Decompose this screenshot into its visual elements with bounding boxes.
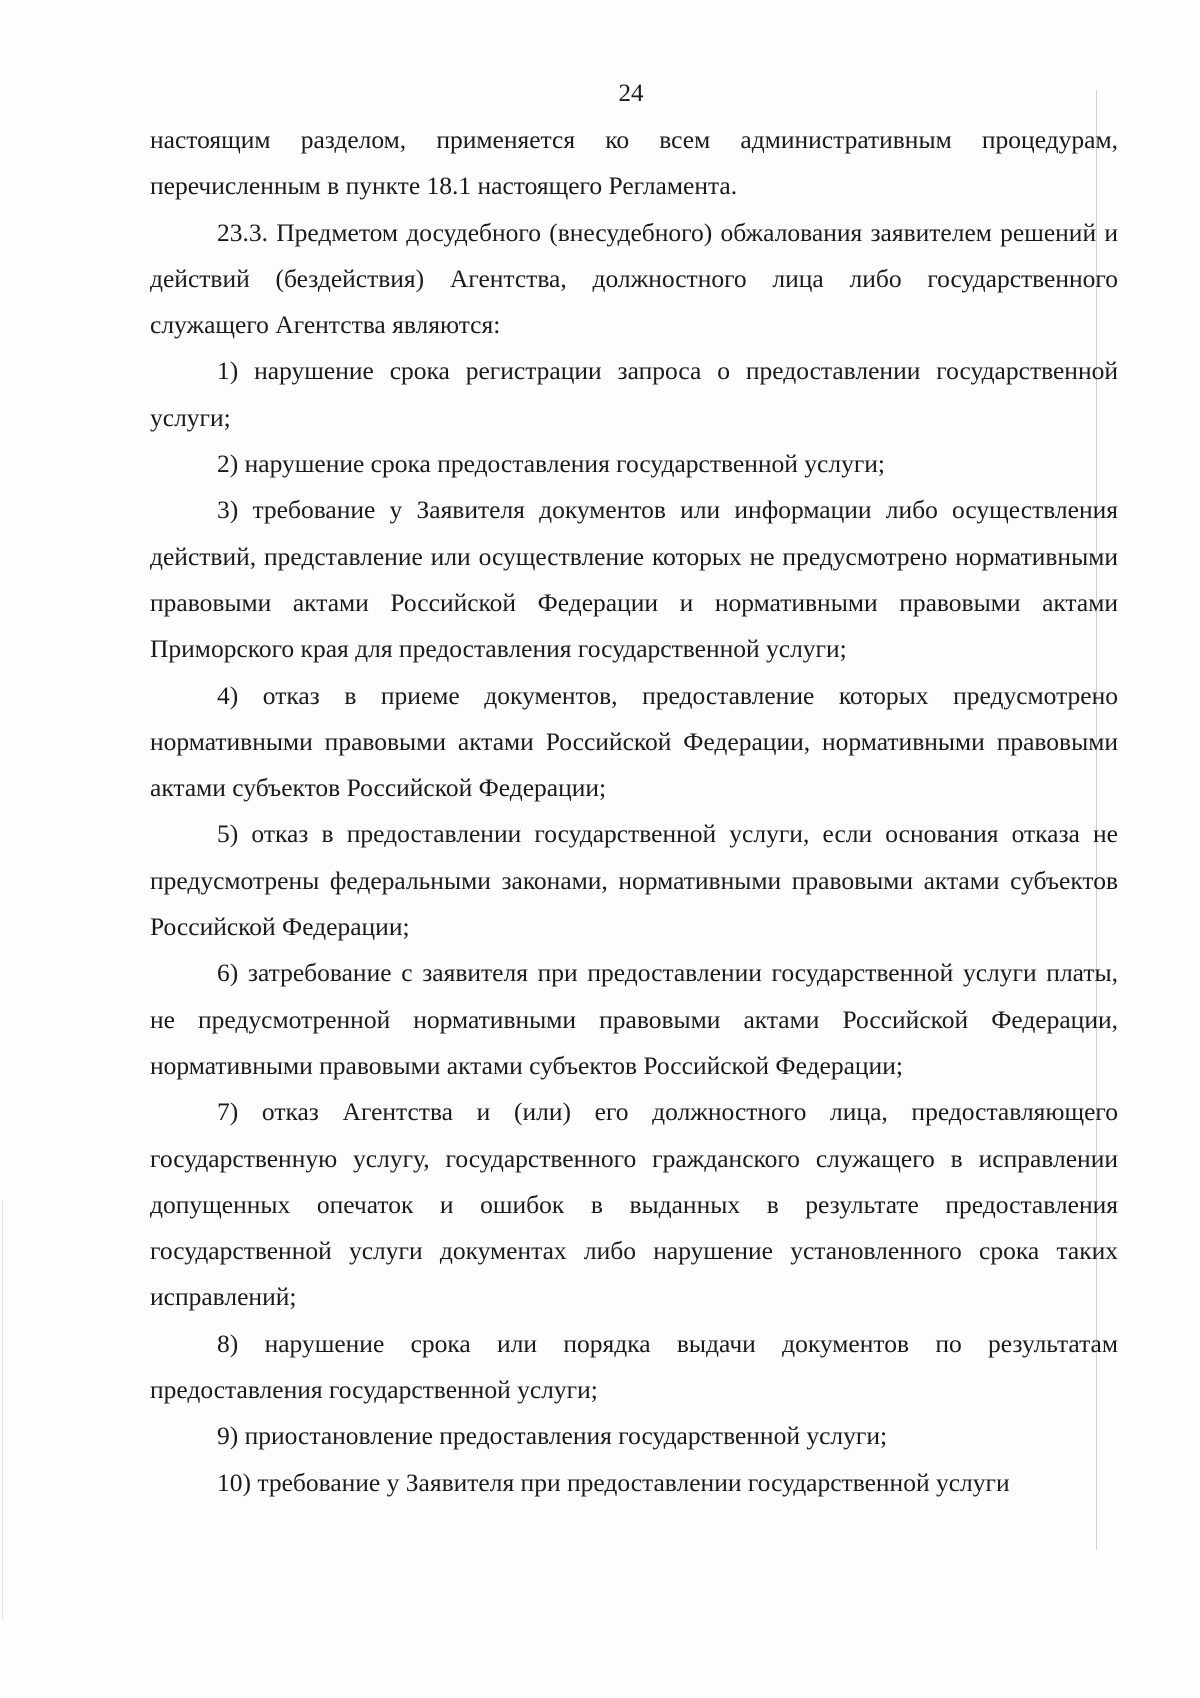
list-item-7: 7) отказ Агентства и (или) его должностного лица, предоставляющего государственную услугу, государственного гражданского служащего в исправлении допущенных опечаток и ошибок в выданных в результате предоставления государственной услуги документах либо нарушение установленного срока таких исправлений; [150, 1097, 1118, 1312]
list-item-6: 6) затребование с заявителя при предоставлении государственной услуги платы, не предусмотренной нормативными правовыми актами Российской Федерации, нормативными правовыми актами субъектов Российской Федерации; [150, 958, 1118, 1080]
paragraph-23-3: 23.3. Предметом досудебного (внесудебного) обжалования заявителем решений и действий (бездействия) Агентства, должностного лица либо государственного служащего Агентства являются: [150, 217, 1118, 340]
paragraph-continuation: настоящим разделом, применяется ко всем административным процедурам, перечисленным в пункте 18.1 настоящего Регламента. [150, 125, 1118, 201]
scan-left-edge [2, 1200, 3, 1620]
list-item-8: 8) нарушение срока или порядка выдачи документов по результатам предоставления государственной услуги; [150, 1328, 1118, 1405]
list-item-4: 4) отказ в приеме документов, предоставление которых предусмотрено нормативными правовыми актами Российской Федерации, нормативными правовыми актами субъектов Российской Федерации; [150, 680, 1118, 803]
list-item-5: 5) отказ в предоставлении государственной услуги, если основания отказа не предусмотрены федеральными законами, нормативными правовыми актами субъектов Российской Федерации; [150, 819, 1118, 942]
list-item-1: 1) нарушение срока регистрации запроса о предоставлении государственной услуги; [150, 356, 1118, 432]
list-item-3: 3) требование у Заявителя документов или информации либо осуществления действий, представление или осуществление которых не предусмотрено нормативными правовыми актами Российской Федерации и нормативными правовыми актами Приморского края для предоставления государственной услуги; [150, 495, 1118, 664]
list-item-10: 10) требование у Заявителя при предоставлении государственной услуги [217, 1467, 1010, 1497]
list-item-2: 2) нарушение срока предоставления государственной услуги; [217, 449, 886, 479]
document-body [150, 117, 1118, 1506]
page-number: 24 [618, 80, 644, 107]
list-item-9: 9) приостановление предоставления государственной услуги; [217, 1421, 888, 1451]
